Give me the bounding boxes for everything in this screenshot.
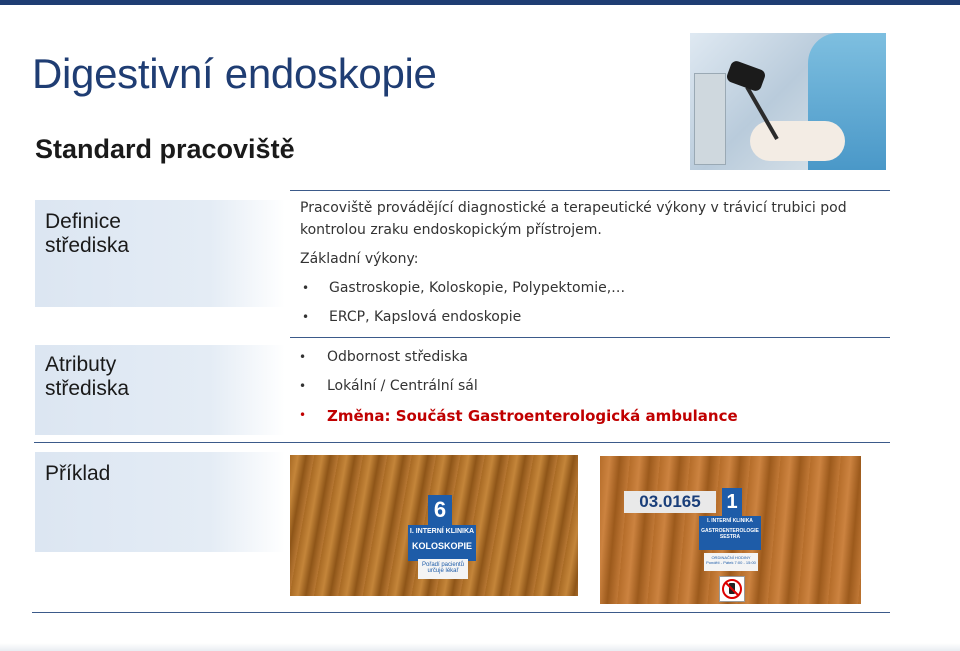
row-label-atributy-line2: střediska (45, 377, 130, 400)
door-note-line1: Pořadí pacientů (421, 562, 465, 568)
row-label-priklad (35, 452, 285, 552)
attribute-item: Lokální / Centrální sál (327, 378, 478, 394)
bullet-icon: • (299, 379, 307, 393)
door-sign-clinic-name: I. INTERNÍ KLINIKA (707, 518, 753, 524)
definice-text-line1: Pracoviště provádějící diagnostické a terapeutické výkony v trávicí trubici pod (300, 200, 847, 216)
slide-subtitle: Standard pracoviště (35, 134, 295, 164)
door-sign-clinic (699, 516, 761, 550)
no-phone-icon (719, 576, 745, 602)
procedure-item: ERCP, Kapslová endoskopie (329, 309, 522, 325)
row-label-definice-line1: Definice (45, 210, 121, 233)
door-hours-value: Pondělí - Pátek 7:00 - 15:00 (706, 560, 756, 565)
basic-procedures-label: Základní výkony: (300, 251, 419, 267)
row-label-atributy-line1: Atributy (45, 353, 117, 376)
door-photo-gastroenterologie (600, 456, 861, 604)
door-note-line2: určuje lékař (427, 568, 459, 574)
door-sign-clinic-name: I. INTERNÍ KLINIKA (409, 528, 475, 535)
door-sign-note (418, 559, 468, 579)
bullet-icon: • (302, 310, 310, 324)
row-label-atributy (35, 345, 285, 435)
footer-band (0, 643, 960, 651)
row-label-definice (35, 200, 285, 307)
row-divider (290, 337, 890, 338)
door-sign-clinic (408, 525, 476, 561)
door-hours-label: ORDINAČNÍ HODINY (711, 555, 751, 560)
bullet-icon: • (302, 281, 310, 295)
bullet-icon: • (299, 408, 307, 422)
door-sign-room: KOLOSKOPIE (411, 541, 472, 551)
bullet-icon: • (299, 350, 307, 364)
change-highlight: Změna: Součást Gastroenterologická ambulance (327, 407, 738, 425)
door-sign-room-line1: GASTROENTEROLOGIE (701, 528, 759, 534)
door-sign-hours (704, 553, 758, 571)
endoscopy-procedure-photo (690, 33, 886, 170)
row-divider-bottom (32, 612, 890, 613)
row-label-priklad-text: Příklad (45, 462, 111, 485)
row-divider-top (290, 190, 890, 191)
row-label-definice-line2: střediska (45, 234, 130, 257)
slide-title: Digestivní endoskopie (32, 50, 437, 97)
definice-text-line2: kontrolou zraku endoskopickým přístrojem. (300, 222, 602, 238)
door-sign-room-line2: SESTRA (719, 534, 741, 540)
door-number-badge: 6 (428, 495, 452, 525)
procedure-item: Gastroskopie, Koloskopie, Polypektomie,… (329, 280, 626, 296)
top-accent-bar (0, 0, 960, 5)
door-photo-koloskopie (290, 455, 578, 596)
door-number-badge: 1 (722, 488, 742, 516)
room-code-plate: 03.0165 (624, 491, 716, 513)
row-divider (34, 442, 890, 443)
attribute-item: Odbornost střediska (327, 349, 468, 365)
